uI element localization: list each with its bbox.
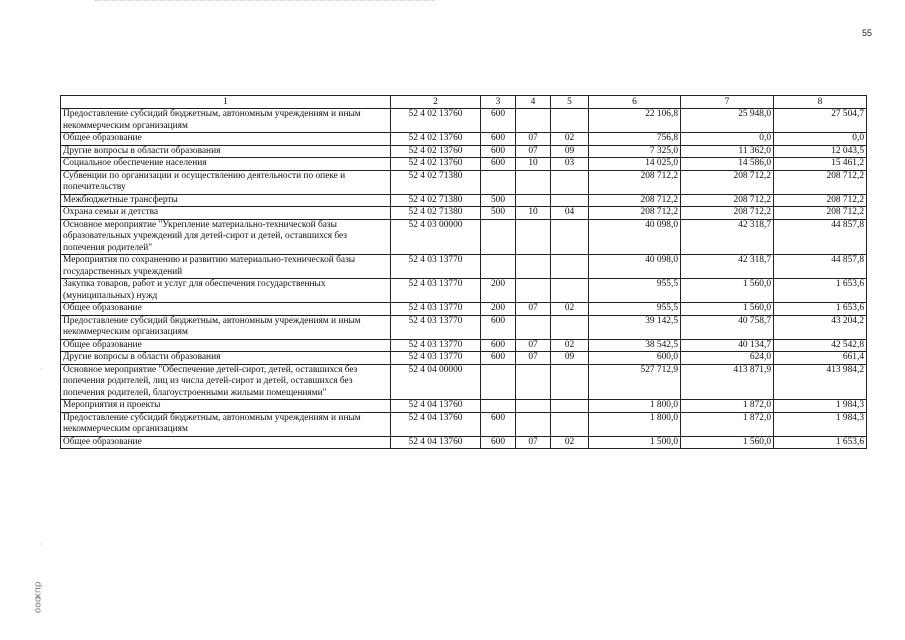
row-col5-cell: 02 bbox=[551, 133, 589, 146]
table-row bbox=[61, 133, 867, 146]
row-name-cell: Социальное обеспечение населения bbox=[61, 158, 391, 171]
scan-artifact-dots bbox=[95, 0, 435, 5]
column-header: 8 bbox=[774, 96, 867, 109]
row-name-cell: Межбюджетные трансферты bbox=[61, 194, 391, 207]
row-col6-cell: 208 712,2 bbox=[589, 194, 681, 207]
table-row bbox=[61, 303, 867, 316]
row-col3-cell: 600 bbox=[481, 339, 516, 352]
row-col3-cell: 500 bbox=[481, 207, 516, 220]
row-col3-cell: 500 bbox=[481, 194, 516, 207]
row-col8-cell: 43 204,2 bbox=[774, 315, 867, 339]
row-col6-cell: 1 800,0 bbox=[589, 400, 681, 413]
row-col4-cell: 10 bbox=[516, 207, 551, 220]
row-col3-cell: 600 bbox=[481, 133, 516, 146]
row-name-cell: Общее образование bbox=[61, 133, 391, 146]
row-col6-cell: 14 025,0 bbox=[589, 158, 681, 171]
row-code-cell: 52 4 02 13760 bbox=[391, 133, 481, 146]
column-header: 2 bbox=[391, 96, 481, 109]
row-col7-cell: 208 712,2 bbox=[681, 170, 774, 194]
row-col7-cell: 0,0 bbox=[681, 133, 774, 146]
row-col5-cell bbox=[551, 412, 589, 436]
row-col6-cell: 756,8 bbox=[589, 133, 681, 146]
table-row bbox=[61, 436, 867, 449]
row-col6-cell: 1 500,0 bbox=[589, 436, 681, 449]
row-name-cell: Предоставление субсидий бюджетным, автономным учреждениям и иным некоммерческим организациям bbox=[61, 315, 391, 339]
row-code-cell: 52 4 04 00000 bbox=[391, 364, 481, 400]
row-col3-cell bbox=[481, 255, 516, 279]
row-name-cell: Мероприятия и проекты bbox=[61, 400, 391, 413]
row-name-cell: Предоставление субсидий бюджетным, автономным учреждениям и иным некоммерческим организациям bbox=[61, 412, 391, 436]
row-col8-cell: 42 542,8 bbox=[774, 339, 867, 352]
column-header: 3 bbox=[481, 96, 516, 109]
column-header: 1 bbox=[61, 96, 391, 109]
row-col5-cell bbox=[551, 315, 589, 339]
row-col4-cell bbox=[516, 219, 551, 255]
table-row bbox=[61, 207, 867, 220]
row-col7-cell: 40 758,7 bbox=[681, 315, 774, 339]
row-col6-cell: 22 106,8 bbox=[589, 109, 681, 133]
row-col7-cell: 208 712,2 bbox=[681, 194, 774, 207]
row-col3-cell: 600 bbox=[481, 145, 516, 158]
row-col6-cell: 955,5 bbox=[589, 303, 681, 316]
row-col6-cell: 955,5 bbox=[589, 279, 681, 303]
row-col8-cell: 44 857,8 bbox=[774, 219, 867, 255]
row-col7-cell: 25 948,0 bbox=[681, 109, 774, 133]
row-col7-cell: 14 586,0 bbox=[681, 158, 774, 171]
row-name-cell: Общее образование bbox=[61, 303, 391, 316]
row-col4-cell bbox=[516, 279, 551, 303]
row-col5-cell bbox=[551, 255, 589, 279]
row-col6-cell: 40 098,0 bbox=[589, 255, 681, 279]
row-code-cell: 52 4 04 13760 bbox=[391, 400, 481, 413]
row-col8-cell: 208 712,2 bbox=[774, 170, 867, 194]
table-row bbox=[61, 158, 867, 171]
row-name-cell: Основное мероприятие "Укрепление материально-технической базы образовательных учреждений для детей-сирот и детей, оставшихся без попечения родителей" bbox=[61, 219, 391, 255]
row-col3-cell: 600 bbox=[481, 158, 516, 171]
row-name-cell: Общее образование bbox=[61, 339, 391, 352]
row-col3-cell: 600 bbox=[481, 352, 516, 365]
table-row bbox=[61, 339, 867, 352]
row-col7-cell: 42 318,7 bbox=[681, 219, 774, 255]
row-col6-cell: 527 712,9 bbox=[589, 364, 681, 400]
row-col7-cell: 1 560,0 bbox=[681, 436, 774, 449]
row-col3-cell bbox=[481, 364, 516, 400]
row-col4-cell: 07 bbox=[516, 436, 551, 449]
row-col3-cell: 200 bbox=[481, 303, 516, 316]
row-col4-cell: 07 bbox=[516, 145, 551, 158]
row-code-cell: 52 4 02 71380 bbox=[391, 170, 481, 194]
row-col5-cell bbox=[551, 364, 589, 400]
row-col7-cell: 11 362,0 bbox=[681, 145, 774, 158]
row-col8-cell: 27 504,7 bbox=[774, 109, 867, 133]
table-row bbox=[61, 109, 867, 133]
row-col8-cell: 15 461,2 bbox=[774, 158, 867, 171]
row-col6-cell: 208 712,2 bbox=[589, 170, 681, 194]
row-col5-cell: 02 bbox=[551, 303, 589, 316]
row-code-cell: 52 4 04 13760 bbox=[391, 436, 481, 449]
row-col8-cell: 208 712,2 bbox=[774, 207, 867, 220]
row-code-cell: 52 4 02 13760 bbox=[391, 158, 481, 171]
row-col4-cell: 07 bbox=[516, 352, 551, 365]
row-col4-cell bbox=[516, 255, 551, 279]
row-col4-cell bbox=[516, 109, 551, 133]
row-col8-cell: 413 984,2 bbox=[774, 364, 867, 400]
row-col5-cell: 09 bbox=[551, 352, 589, 365]
row-col4-cell: 07 bbox=[516, 339, 551, 352]
row-col8-cell: 1 984,3 bbox=[774, 400, 867, 413]
row-name-cell: Субвенции по организации и осуществлению деятельности по опеке и попечительству bbox=[61, 170, 391, 194]
row-code-cell: 52 4 02 13760 bbox=[391, 109, 481, 133]
row-name-cell: Другие вопросы в области образования bbox=[61, 145, 391, 158]
row-col5-cell bbox=[551, 400, 589, 413]
margin-tick: · bbox=[40, 540, 43, 549]
row-col8-cell: 1 653,6 bbox=[774, 303, 867, 316]
row-col4-cell bbox=[516, 364, 551, 400]
row-col4-cell: 07 bbox=[516, 303, 551, 316]
row-col5-cell: 04 bbox=[551, 207, 589, 220]
row-col7-cell: 40 134,7 bbox=[681, 339, 774, 352]
row-col8-cell: 0,0 bbox=[774, 133, 867, 146]
column-header: 5 bbox=[551, 96, 589, 109]
row-name-cell: Общее образование bbox=[61, 436, 391, 449]
row-col8-cell: 1 984,3 bbox=[774, 412, 867, 436]
row-col3-cell: 600 bbox=[481, 436, 516, 449]
row-col3-cell bbox=[481, 219, 516, 255]
row-col8-cell: 12 043,5 bbox=[774, 145, 867, 158]
table-row bbox=[61, 279, 867, 303]
row-name-cell: Мероприятия по сохранению и развитию материально-технической базы государственных учреждений bbox=[61, 255, 391, 279]
table-header-row bbox=[61, 96, 867, 109]
table-row bbox=[61, 145, 867, 158]
table-row bbox=[61, 352, 867, 365]
row-code-cell: 52 4 03 13770 bbox=[391, 255, 481, 279]
row-code-cell: 52 4 03 13770 bbox=[391, 279, 481, 303]
row-code-cell: 52 4 03 13770 bbox=[391, 352, 481, 365]
row-name-cell: Другие вопросы в области образования bbox=[61, 352, 391, 365]
row-col5-cell bbox=[551, 109, 589, 133]
row-code-cell: 52 4 03 13770 bbox=[391, 339, 481, 352]
row-col7-cell: 1 560,0 bbox=[681, 303, 774, 316]
page-number: 55 bbox=[862, 28, 873, 38]
row-col6-cell: 1 800,0 bbox=[589, 412, 681, 436]
row-name-cell: Охрана семьи и детства bbox=[61, 207, 391, 220]
row-col7-cell: 624,0 bbox=[681, 352, 774, 365]
table-row bbox=[61, 315, 867, 339]
row-col4-cell bbox=[516, 170, 551, 194]
row-code-cell: 52 4 03 13770 bbox=[391, 303, 481, 316]
row-col6-cell: 7 325,0 bbox=[589, 145, 681, 158]
row-code-cell: 52 4 04 13760 bbox=[391, 412, 481, 436]
row-col7-cell: 1 560,0 bbox=[681, 279, 774, 303]
row-col7-cell: 42 318,7 bbox=[681, 255, 774, 279]
row-code-cell: 52 4 03 13770 bbox=[391, 315, 481, 339]
row-col8-cell: 1 653,6 bbox=[774, 279, 867, 303]
row-col6-cell: 600,0 bbox=[589, 352, 681, 365]
margin-mark: ооо bbox=[33, 596, 44, 614]
row-col3-cell: 200 bbox=[481, 279, 516, 303]
table-row bbox=[61, 400, 867, 413]
row-col5-cell bbox=[551, 219, 589, 255]
budget-table bbox=[60, 95, 867, 449]
row-col5-cell bbox=[551, 194, 589, 207]
row-col4-cell bbox=[516, 400, 551, 413]
table-body bbox=[61, 109, 867, 449]
row-col8-cell: 1 653,6 bbox=[774, 436, 867, 449]
margin-mark: хпр bbox=[33, 581, 44, 599]
table-row bbox=[61, 219, 867, 255]
row-col5-cell bbox=[551, 279, 589, 303]
row-col6-cell: 208 712,2 bbox=[589, 207, 681, 220]
row-col5-cell bbox=[551, 170, 589, 194]
row-col8-cell: 44 857,8 bbox=[774, 255, 867, 279]
row-col3-cell: 600 bbox=[481, 315, 516, 339]
row-col3-cell bbox=[481, 400, 516, 413]
row-col5-cell: 09 bbox=[551, 145, 589, 158]
row-col7-cell: 1 872,0 bbox=[681, 412, 774, 436]
row-col5-cell: 02 bbox=[551, 436, 589, 449]
row-name-cell: Основное мероприятие "Обеспечение детей-сирот, детей, оставшихся без попечения родителей, лиц из числа детей-сирот и детей, оставшихся без попечения родителей, благоустроенными жилыми помещениями" bbox=[61, 364, 391, 400]
row-col4-cell bbox=[516, 412, 551, 436]
row-col6-cell: 39 142,5 bbox=[589, 315, 681, 339]
row-col4-cell bbox=[516, 315, 551, 339]
row-col6-cell: 38 542,5 bbox=[589, 339, 681, 352]
row-col3-cell: 600 bbox=[481, 109, 516, 133]
row-col5-cell: 02 bbox=[551, 339, 589, 352]
table-row bbox=[61, 412, 867, 436]
table-row bbox=[61, 170, 867, 194]
row-code-cell: 52 4 02 71380 bbox=[391, 207, 481, 220]
row-col6-cell: 40 098,0 bbox=[589, 219, 681, 255]
column-header: 4 bbox=[516, 96, 551, 109]
row-col4-cell: 07 bbox=[516, 133, 551, 146]
row-col7-cell: 413 871,9 bbox=[681, 364, 774, 400]
table-row bbox=[61, 364, 867, 400]
table-row bbox=[61, 255, 867, 279]
row-code-cell: 52 4 02 13760 bbox=[391, 145, 481, 158]
column-header: 7 bbox=[681, 96, 774, 109]
margin-tick: · bbox=[40, 365, 43, 374]
column-header: 6 bbox=[589, 96, 681, 109]
row-name-cell: Предоставление субсидий бюджетным, автономным учреждениям и иным некоммерческим организациям bbox=[61, 109, 391, 133]
row-code-cell: 52 4 02 71380 bbox=[391, 194, 481, 207]
row-col4-cell bbox=[516, 194, 551, 207]
row-col3-cell bbox=[481, 170, 516, 194]
row-col7-cell: 1 872,0 bbox=[681, 400, 774, 413]
row-col8-cell: 208 712,2 bbox=[774, 194, 867, 207]
row-col7-cell: 208 712,2 bbox=[681, 207, 774, 220]
row-name-cell: Закупка товаров, работ и услуг для обеспечения государственных (муниципальных) нужд bbox=[61, 279, 391, 303]
table-row bbox=[61, 194, 867, 207]
row-col8-cell: 661,4 bbox=[774, 352, 867, 365]
row-col3-cell: 600 bbox=[481, 412, 516, 436]
row-col4-cell: 10 bbox=[516, 158, 551, 171]
row-col5-cell: 03 bbox=[551, 158, 589, 171]
row-code-cell: 52 4 03 00000 bbox=[391, 219, 481, 255]
